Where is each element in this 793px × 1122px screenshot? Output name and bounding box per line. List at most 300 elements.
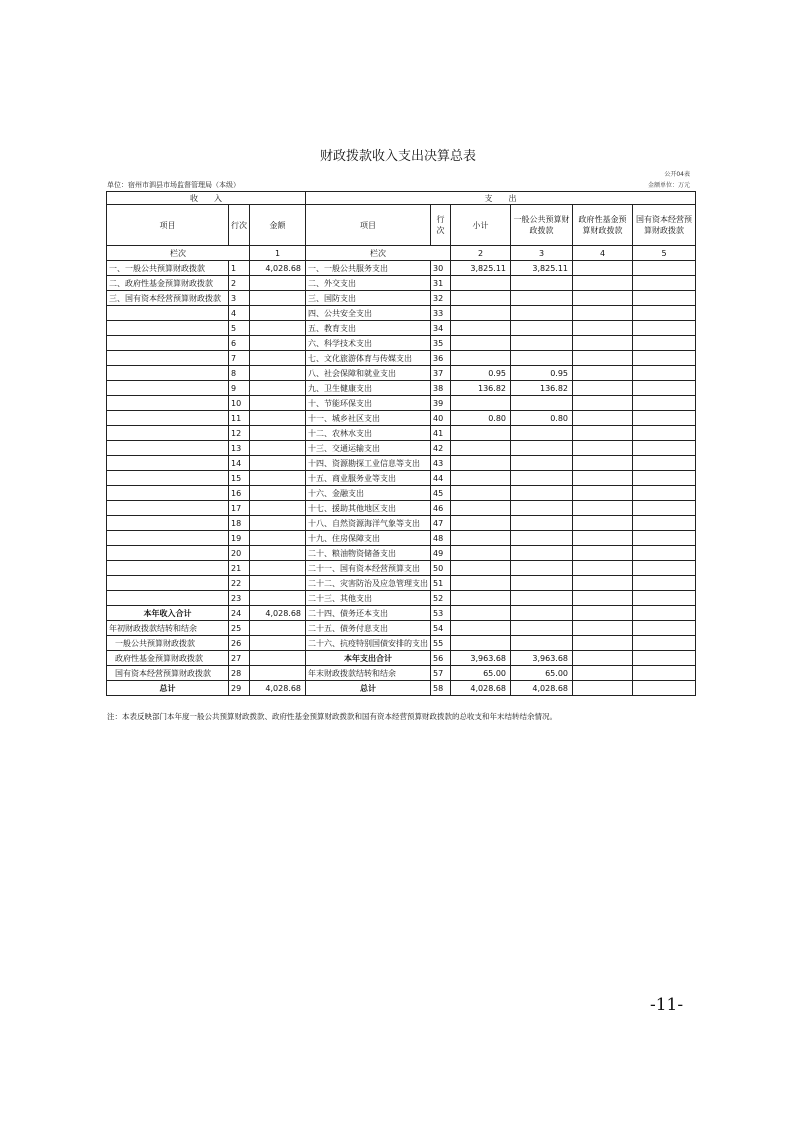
income-row-no: 29 xyxy=(229,681,250,696)
income-item xyxy=(107,411,229,426)
income-item: 本年收入合计 xyxy=(107,606,229,621)
expense-general-budget xyxy=(511,516,573,531)
expense-gov-fund xyxy=(573,576,633,591)
header-item-2: 项目 xyxy=(306,205,431,246)
expense-item: 十八、自然资源海洋气象等支出 xyxy=(306,516,431,531)
expense-item: 十五、商业服务业等支出 xyxy=(306,471,431,486)
table-row xyxy=(107,531,696,546)
expense-subtotal: 0.95 xyxy=(451,366,511,381)
income-item xyxy=(107,306,229,321)
table-row xyxy=(107,276,696,291)
income-amount xyxy=(250,381,306,396)
expense-row-no: 49 xyxy=(431,546,451,561)
income-row-no: 14 xyxy=(229,456,250,471)
expense-general-budget xyxy=(511,396,573,411)
income-item xyxy=(107,561,229,576)
expense-gov-fund xyxy=(573,411,633,426)
expense-state-capital xyxy=(633,636,696,651)
expense-subtotal: 136.82 xyxy=(451,381,511,396)
expense-row-no: 52 xyxy=(431,591,451,606)
expense-item: 七、文化旅游体育与传媒支出 xyxy=(306,351,431,366)
income-item: 一、一般公共预算财政拨款 xyxy=(107,261,229,276)
header-amount: 金额 xyxy=(250,205,306,246)
expense-row-no: 46 xyxy=(431,501,451,516)
income-amount xyxy=(250,441,306,456)
expense-subtotal xyxy=(451,636,511,651)
income-row-no: 20 xyxy=(229,546,250,561)
expense-subtotal xyxy=(451,561,511,576)
table-row xyxy=(107,576,696,591)
table-row xyxy=(107,351,696,366)
expense-gov-fund xyxy=(573,426,633,441)
table-row xyxy=(107,561,696,576)
expense-gov-fund xyxy=(573,606,633,621)
col-index-label-left: 栏次 xyxy=(107,246,250,261)
expense-subtotal xyxy=(451,591,511,606)
income-amount xyxy=(250,426,306,441)
expense-subtotal xyxy=(451,606,511,621)
table-row xyxy=(107,606,696,621)
page-title: 财政拨款收入支出决算总表 xyxy=(319,149,476,164)
footnote: 注：本表反映部门本年度一般公共预算财政拨款、政府性基金预算财政拨款和国有资本经营预算财政拨款的总收支和年末结转结余情况。 xyxy=(107,712,557,721)
income-item xyxy=(107,486,229,501)
expense-subtotal xyxy=(451,456,511,471)
income-row-no: 9 xyxy=(229,381,250,396)
col-index-general-budget: 3 xyxy=(511,246,573,261)
expense-item: 二十六、抗疫特别国债安排的支出 xyxy=(306,636,431,651)
income-row-no: 17 xyxy=(229,501,250,516)
expense-gov-fund xyxy=(573,396,633,411)
income-row-no: 1 xyxy=(229,261,250,276)
income-amount xyxy=(250,306,306,321)
expense-state-capital xyxy=(633,576,696,591)
expense-row-no: 47 xyxy=(431,516,451,531)
income-item xyxy=(107,441,229,456)
expense-general-budget xyxy=(511,276,573,291)
expense-row-no: 44 xyxy=(431,471,451,486)
expense-item: 二十三、其他支出 xyxy=(306,591,431,606)
expense-state-capital xyxy=(633,351,696,366)
expense-state-capital xyxy=(633,426,696,441)
expense-state-capital xyxy=(633,666,696,681)
expense-gov-fund xyxy=(573,351,633,366)
section-header-row xyxy=(107,192,696,205)
expense-state-capital xyxy=(633,456,696,471)
income-row-no: 26 xyxy=(229,636,250,651)
expense-row-no: 43 xyxy=(431,456,451,471)
column-header-row xyxy=(107,205,696,246)
expense-general-budget xyxy=(511,306,573,321)
expense-item: 总计 xyxy=(306,681,431,696)
header-state-capital: 国有资本经营预算财政拨款 xyxy=(633,205,696,246)
expense-gov-fund xyxy=(573,471,633,486)
section-income: 收 入 xyxy=(107,192,306,205)
income-row-no: 3 xyxy=(229,291,250,306)
income-item xyxy=(107,576,229,591)
expense-subtotal xyxy=(451,276,511,291)
expense-general-budget: 0.80 xyxy=(511,411,573,426)
table-row xyxy=(107,456,696,471)
expense-general-budget: 3,963.68 xyxy=(511,651,573,666)
expense-row-no: 33 xyxy=(431,306,451,321)
page-number: -11- xyxy=(650,995,684,1015)
income-amount xyxy=(250,546,306,561)
income-item xyxy=(107,501,229,516)
expense-item: 三、国防支出 xyxy=(306,291,431,306)
expense-row-no: 31 xyxy=(431,276,451,291)
income-amount xyxy=(250,456,306,471)
expense-general-budget xyxy=(511,291,573,306)
income-item: 总计 xyxy=(107,681,229,696)
table-row xyxy=(107,486,696,501)
expense-gov-fund xyxy=(573,366,633,381)
income-item xyxy=(107,336,229,351)
expense-state-capital xyxy=(633,336,696,351)
income-amount xyxy=(250,501,306,516)
expense-item: 五、教育支出 xyxy=(306,321,431,336)
expense-state-capital xyxy=(633,381,696,396)
expense-gov-fund xyxy=(573,336,633,351)
expense-item: 八、社会保障和就业支出 xyxy=(306,366,431,381)
income-item xyxy=(107,456,229,471)
expense-row-no: 37 xyxy=(431,366,451,381)
income-amount xyxy=(250,636,306,651)
header-row-no-2: 行次 xyxy=(431,205,451,246)
col-index-subtotal: 2 xyxy=(451,246,511,261)
income-item: 三、国有资本经营预算财政拨款 xyxy=(107,291,229,306)
expense-subtotal xyxy=(451,531,511,546)
expense-state-capital xyxy=(633,561,696,576)
expense-subtotal xyxy=(451,546,511,561)
income-item xyxy=(107,426,229,441)
col-index-amount: 1 xyxy=(250,246,306,261)
expense-general-budget xyxy=(511,621,573,636)
expense-gov-fund xyxy=(573,276,633,291)
reporting-unit: 单位：宿州市泗县市场监督管理局（本级） xyxy=(107,181,240,189)
income-item xyxy=(107,381,229,396)
income-item: 二、政府性基金预算财政拨款 xyxy=(107,276,229,291)
table-row xyxy=(107,471,696,486)
income-amount xyxy=(250,366,306,381)
income-item xyxy=(107,531,229,546)
header-gov-fund: 政府性基金预算财政拨款 xyxy=(573,205,633,246)
expense-general-budget xyxy=(511,636,573,651)
income-amount xyxy=(250,411,306,426)
income-item xyxy=(107,591,229,606)
expense-subtotal xyxy=(451,336,511,351)
expense-subtotal xyxy=(451,351,511,366)
expense-subtotal: 0.80 xyxy=(451,411,511,426)
currency-unit: 金额单位：万元 xyxy=(647,182,690,189)
expense-general-budget: 65.00 xyxy=(511,666,573,681)
expense-subtotal xyxy=(451,576,511,591)
expense-gov-fund xyxy=(573,561,633,576)
financial-summary-table xyxy=(106,191,696,696)
header-subtotal: 小计 xyxy=(451,205,511,246)
income-item: 国有资本经营预算财政拨款 xyxy=(107,666,229,681)
income-amount xyxy=(250,321,306,336)
col-index-state-capital: 5 xyxy=(633,246,696,261)
income-row-no: 5 xyxy=(229,321,250,336)
expense-subtotal xyxy=(451,441,511,456)
expense-general-budget xyxy=(511,441,573,456)
income-amount xyxy=(250,276,306,291)
expense-state-capital xyxy=(633,471,696,486)
income-row-no: 12 xyxy=(229,426,250,441)
income-amount xyxy=(250,561,306,576)
expense-state-capital xyxy=(633,411,696,426)
expense-state-capital xyxy=(633,306,696,321)
expense-subtotal xyxy=(451,396,511,411)
expense-general-budget xyxy=(511,426,573,441)
expense-general-budget xyxy=(511,531,573,546)
expense-item: 十一、城乡社区支出 xyxy=(306,411,431,426)
expense-item: 十四、资源勘探工业信息等支出 xyxy=(306,456,431,471)
expense-state-capital xyxy=(633,276,696,291)
table-row xyxy=(107,336,696,351)
expense-state-capital xyxy=(633,486,696,501)
expense-general-budget xyxy=(511,456,573,471)
income-amount xyxy=(250,531,306,546)
expense-item: 六、科学技术支出 xyxy=(306,336,431,351)
expense-gov-fund xyxy=(573,291,633,306)
expense-row-no: 40 xyxy=(431,411,451,426)
table-row xyxy=(107,441,696,456)
income-amount xyxy=(250,576,306,591)
expense-general-budget xyxy=(511,606,573,621)
table-row xyxy=(107,666,696,681)
expense-state-capital xyxy=(633,546,696,561)
expense-row-no: 53 xyxy=(431,606,451,621)
expense-general-budget xyxy=(511,591,573,606)
expense-item: 二十一、国有资本经营预算支出 xyxy=(306,561,431,576)
income-row-no: 19 xyxy=(229,531,250,546)
income-amount xyxy=(250,471,306,486)
expense-item: 九、卫生健康支出 xyxy=(306,381,431,396)
expense-subtotal xyxy=(451,306,511,321)
table-row xyxy=(107,591,696,606)
header-row-no: 行次 xyxy=(229,205,250,246)
table-row xyxy=(107,366,696,381)
income-row-no: 28 xyxy=(229,666,250,681)
expense-gov-fund xyxy=(573,546,633,561)
income-amount: 4,028.68 xyxy=(250,606,306,621)
expense-row-no: 55 xyxy=(431,636,451,651)
income-row-no: 10 xyxy=(229,396,250,411)
expense-item: 十九、住房保障支出 xyxy=(306,531,431,546)
header-item: 项目 xyxy=(107,205,229,246)
header-general-budget: 一般公共预算财政拨款 xyxy=(511,205,573,246)
table-row xyxy=(107,621,696,636)
expense-item: 十二、农林水支出 xyxy=(306,426,431,441)
expense-row-no: 42 xyxy=(431,441,451,456)
income-item xyxy=(107,396,229,411)
income-amount xyxy=(250,336,306,351)
expense-gov-fund xyxy=(573,456,633,471)
expense-state-capital xyxy=(633,651,696,666)
expense-gov-fund xyxy=(573,651,633,666)
income-amount xyxy=(250,291,306,306)
income-item xyxy=(107,321,229,336)
income-row-no: 8 xyxy=(229,366,250,381)
expense-gov-fund xyxy=(573,306,633,321)
expense-item: 二十四、债务还本支出 xyxy=(306,606,431,621)
income-row-no: 13 xyxy=(229,441,250,456)
income-row-no: 18 xyxy=(229,516,250,531)
expense-row-no: 51 xyxy=(431,576,451,591)
expense-gov-fund xyxy=(573,261,633,276)
income-row-no: 15 xyxy=(229,471,250,486)
expense-item: 二十五、债务付息支出 xyxy=(306,621,431,636)
income-row-no: 2 xyxy=(229,276,250,291)
table-row xyxy=(107,501,696,516)
table-row xyxy=(107,651,696,666)
expense-general-budget xyxy=(511,351,573,366)
table-row xyxy=(107,681,696,696)
expense-row-no: 35 xyxy=(431,336,451,351)
expense-state-capital xyxy=(633,291,696,306)
income-item: 政府性基金预算财政拨款 xyxy=(107,651,229,666)
expense-general-budget xyxy=(511,471,573,486)
column-index-row xyxy=(107,246,696,261)
expense-row-no: 32 xyxy=(431,291,451,306)
expense-subtotal xyxy=(451,321,511,336)
income-row-no: 11 xyxy=(229,411,250,426)
income-amount xyxy=(250,651,306,666)
table-row xyxy=(107,516,696,531)
expense-subtotal xyxy=(451,621,511,636)
expense-general-budget xyxy=(511,486,573,501)
expense-row-no: 56 xyxy=(431,651,451,666)
col-index-gov-fund: 4 xyxy=(573,246,633,261)
expense-item: 十、节能环保支出 xyxy=(306,396,431,411)
expense-state-capital xyxy=(633,606,696,621)
expense-state-capital xyxy=(633,321,696,336)
income-item xyxy=(107,516,229,531)
expense-row-no: 39 xyxy=(431,396,451,411)
expense-row-no: 34 xyxy=(431,321,451,336)
expense-gov-fund xyxy=(573,666,633,681)
expense-state-capital xyxy=(633,621,696,636)
expense-gov-fund xyxy=(573,321,633,336)
income-amount: 4,028.68 xyxy=(250,681,306,696)
income-row-no: 24 xyxy=(229,606,250,621)
expense-row-no: 50 xyxy=(431,561,451,576)
expense-state-capital xyxy=(633,531,696,546)
expense-general-budget: 4,028.68 xyxy=(511,681,573,696)
table-row xyxy=(107,306,696,321)
expense-row-no: 45 xyxy=(431,486,451,501)
expense-subtotal xyxy=(451,426,511,441)
col-index-label-right: 栏次 xyxy=(306,246,451,261)
expense-row-no: 36 xyxy=(431,351,451,366)
expense-gov-fund xyxy=(573,381,633,396)
expense-item: 二、外交支出 xyxy=(306,276,431,291)
income-item: 一般公共预算财政拨款 xyxy=(107,636,229,651)
expense-subtotal: 65.00 xyxy=(451,666,511,681)
expense-subtotal xyxy=(451,291,511,306)
expense-item: 十六、金融支出 xyxy=(306,486,431,501)
income-item xyxy=(107,351,229,366)
income-amount xyxy=(250,396,306,411)
table-row xyxy=(107,546,696,561)
expense-state-capital xyxy=(633,516,696,531)
income-amount xyxy=(250,351,306,366)
expense-item: 十三、交通运输支出 xyxy=(306,441,431,456)
expense-item: 十七、援助其他地区支出 xyxy=(306,501,431,516)
table-row xyxy=(107,426,696,441)
expense-gov-fund xyxy=(573,591,633,606)
expense-subtotal xyxy=(451,516,511,531)
income-amount: 4,028.68 xyxy=(250,261,306,276)
expense-gov-fund xyxy=(573,516,633,531)
expense-item: 本年支出合计 xyxy=(306,651,431,666)
expense-state-capital xyxy=(633,396,696,411)
income-amount xyxy=(250,486,306,501)
expense-gov-fund xyxy=(573,636,633,651)
expense-state-capital xyxy=(633,441,696,456)
expense-state-capital xyxy=(633,501,696,516)
income-row-no: 4 xyxy=(229,306,250,321)
expense-row-no: 38 xyxy=(431,381,451,396)
expense-general-budget xyxy=(511,321,573,336)
expense-gov-fund xyxy=(573,441,633,456)
expense-row-no: 48 xyxy=(431,531,451,546)
expense-item: 四、公共安全支出 xyxy=(306,306,431,321)
expense-subtotal xyxy=(451,501,511,516)
expense-general-budget xyxy=(511,336,573,351)
expense-general-budget xyxy=(511,576,573,591)
income-item xyxy=(107,471,229,486)
table-row xyxy=(107,411,696,426)
expense-gov-fund xyxy=(573,501,633,516)
expense-subtotal: 3,825.11 xyxy=(451,261,511,276)
expense-gov-fund xyxy=(573,486,633,501)
income-row-no: 23 xyxy=(229,591,250,606)
expense-subtotal: 4,028.68 xyxy=(451,681,511,696)
section-expense: 支 出 xyxy=(306,192,696,205)
expense-row-no: 54 xyxy=(431,621,451,636)
expense-general-budget xyxy=(511,546,573,561)
expense-general-budget xyxy=(511,501,573,516)
expense-general-budget: 0.95 xyxy=(511,366,573,381)
income-amount xyxy=(250,591,306,606)
expense-general-budget: 136.82 xyxy=(511,381,573,396)
income-amount xyxy=(250,621,306,636)
expense-gov-fund xyxy=(573,531,633,546)
table-row xyxy=(107,636,696,651)
income-item: 年初财政拨款结转和结余 xyxy=(107,621,229,636)
expense-row-no: 30 xyxy=(431,261,451,276)
income-row-no: 22 xyxy=(229,576,250,591)
table-row xyxy=(107,291,696,306)
expense-state-capital xyxy=(633,366,696,381)
table-row xyxy=(107,261,696,276)
expense-subtotal xyxy=(451,471,511,486)
income-item xyxy=(107,546,229,561)
income-amount xyxy=(250,516,306,531)
expense-row-no: 57 xyxy=(431,666,451,681)
expense-row-no: 58 xyxy=(431,681,451,696)
expense-item: 二十、粮油物资储备支出 xyxy=(306,546,431,561)
expense-general-budget: 3,825.11 xyxy=(511,261,573,276)
table-row xyxy=(107,321,696,336)
expense-gov-fund xyxy=(573,621,633,636)
income-amount xyxy=(250,666,306,681)
income-row-no: 25 xyxy=(229,621,250,636)
expense-item: 二十二、灾害防治及应急管理支出 xyxy=(306,576,431,591)
expense-item: 年末财政拨款结转和结余 xyxy=(306,666,431,681)
